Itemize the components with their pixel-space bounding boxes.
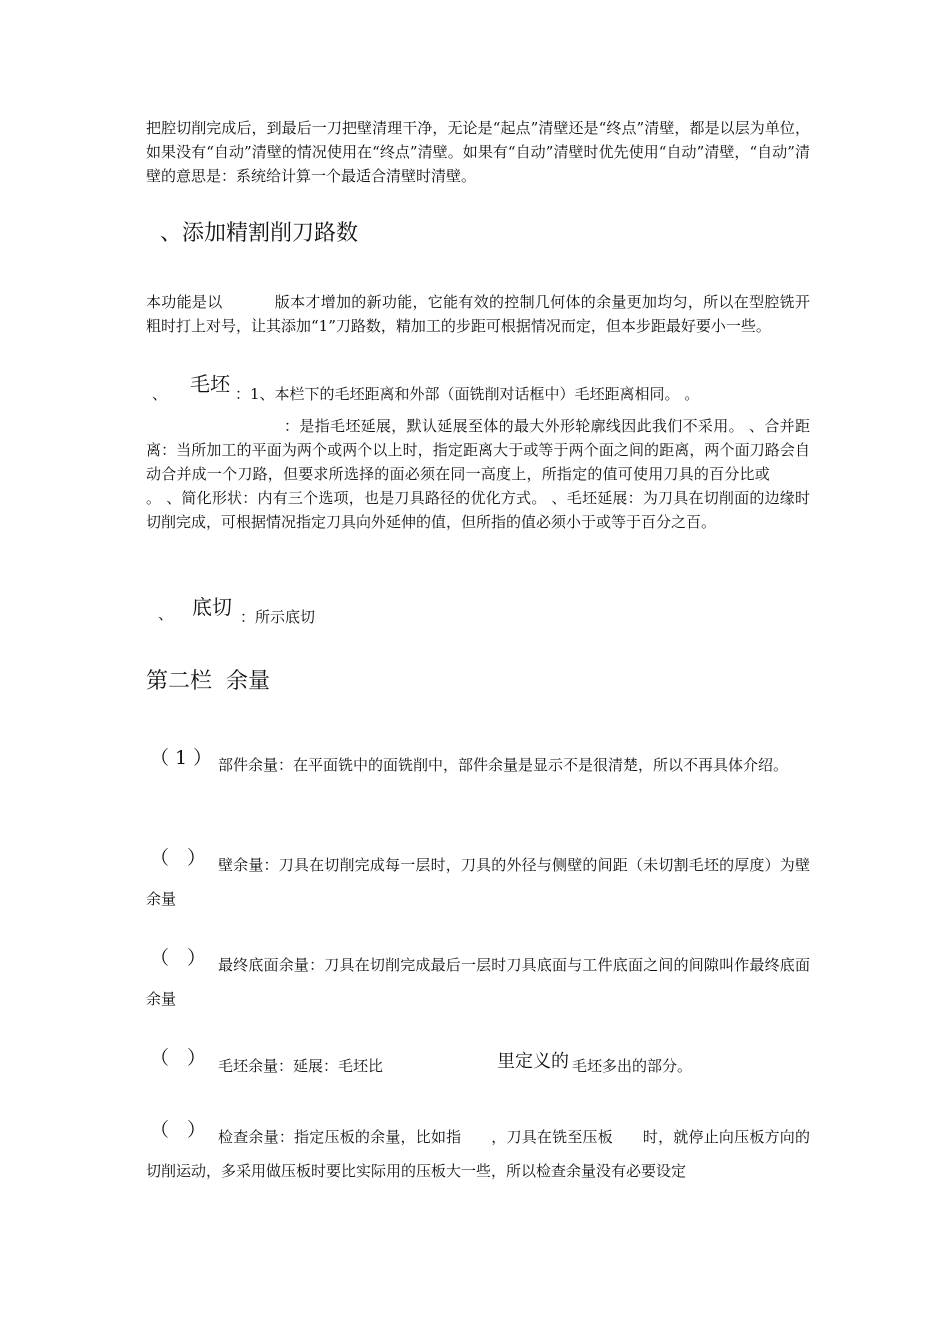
blank-section-paragraph <box>146 414 810 534</box>
finish-pass-heading: 、添加精割削刀路数 <box>160 221 359 246</box>
stock-item-3: 最终底面余量：刀具在切削完成最后一层时刀具底面与工件底面之间的间隙叫作最终底面余量 <box>146 956 810 1008</box>
bottom-section-title: 底切 <box>192 595 232 619</box>
finish-pass-text-b: 版本才增加的新功能，它能有效的控制几何体的余量更加均匀，所以在型腔铣开粗时打上对号，让其添加“1”刀路数，精加工的步距可根据情况而定，但本步距最好要小一些。 <box>146 293 810 335</box>
stock-item-number-5: （ ） <box>150 1119 213 1141</box>
stock-item-number-4: （ ） <box>150 1047 213 1069</box>
finish-pass-text-a: 本功能是以 <box>146 293 223 311</box>
stock-item-4-text-a: 毛坯余量：延展：毛坯比 <box>218 1057 384 1075</box>
stock-heading: 第二栏 余量 <box>146 669 270 694</box>
stock-item-number-3: （ ） <box>150 947 213 969</box>
finish-pass-paragraph <box>146 290 810 338</box>
stock-item-2: 壁余量：刀具在切削完成每一层时，刀具的外径与侧壁的间距（未切割毛坯的厚度）为壁余量 <box>146 856 810 908</box>
stock-item-number-2: （ ） <box>150 847 213 869</box>
stock-item-1: 部件余量：在平面铣中的面铣削中，部件余量是显示不是很清楚，所以不再具体介绍。 <box>218 756 789 774</box>
bottom-section-mark: 、 <box>158 605 174 623</box>
blank-para-mid: 。 、简化形状：内有三个选项，也是刀具路径的优化方式。 、毛坯延展：为刀具在切削面的边缘时切削完成，可根据情况指定刀具向外延伸的值，但所指的值必须小于或等于百分之百。 <box>146 489 810 531</box>
blank-section-mark: 、 <box>152 385 168 403</box>
blank-section-line1: ：1、本栏下的毛坯距离和外部（面铣削对话框中）毛坯距离相同。 。 <box>235 385 700 403</box>
stock-item-number-1: （1） <box>150 747 219 769</box>
blank-para-lead: ：是指毛坯延展，默认延展至体的最大外形轮廓线因此我们不采用。 、合并距离：当所加工的平面为两个或两个以上时，指定距离大于或等于两个面之间的距离，两个面刀路会自动合并成一个刀路，但要求所选择的面必须在同一高度上，所指定的值可使用刀具的百分比或 <box>146 417 810 483</box>
stock-item-5: 检查余量：指定压板的余量，比如指 ，刀具在铣至压板 时，就停止向压板方向的切削运动，多采用做压板时要比实际用的压板大一些，所以检查余量没有必要设定 <box>146 1128 810 1180</box>
stock-item-4-text-big: 里定义的 <box>497 1051 569 1072</box>
stock-item-4-text-b: 毛坯多出的部分。 <box>572 1057 693 1075</box>
blank-section-title: 毛坯 <box>190 372 230 396</box>
bottom-section-desc: ：所示底切 <box>240 608 316 626</box>
intro-paragraph: 把腔切削完成后，到最后一刀把壁清理干净，无论是“起点”清壁还是“终点”清壁，都是以层为单位，如果没有“自动”清壁的情况使用在“终点”清壁。如果有“自动”清壁时优先使用“自动”清壁，“自动”清壁的意思是：系统给计算一个最适合清壁时清壁。 <box>146 119 810 185</box>
